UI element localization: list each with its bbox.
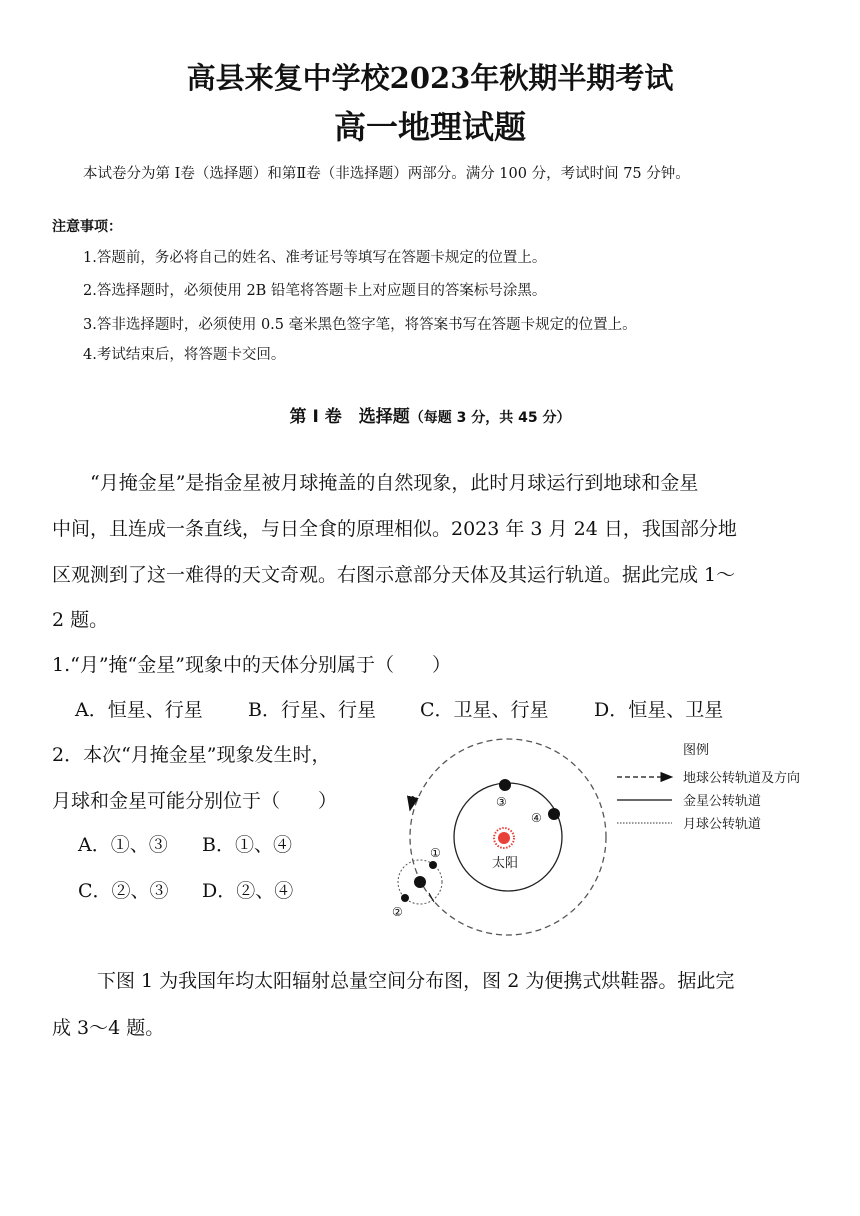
question-2-option-b: B．①、④ xyxy=(202,834,292,856)
marker-4: ④ xyxy=(531,811,542,825)
passage-line: 中间，且连成一条直线，与日全食的原理相似。2023 年 3 月 24 日，我国部分地 xyxy=(52,518,737,540)
question-1-option-d: D．恒星、卫星 xyxy=(594,699,724,721)
marker-3: ③ xyxy=(496,795,507,809)
question-2-option-a: A．①、③ xyxy=(78,834,168,856)
exam-intro: 本试卷分为第 Ⅰ卷（选择题）和第Ⅱ卷（非选择题）两部分。满分 100 分，考试时间 75 分钟。 xyxy=(83,166,690,182)
earth xyxy=(414,876,426,888)
legend-moon-orbit-label: 月球公转轨道 xyxy=(683,817,762,832)
marker-1: ① xyxy=(430,846,441,860)
subject-title: 高一地理试题 xyxy=(333,108,526,146)
marker-2: ② xyxy=(392,905,403,919)
question-1-option-a: A．恒星、行星 xyxy=(75,699,203,721)
legend-title: 图例 xyxy=(683,743,710,758)
notice-item: 3.答非选择题时，必须使用 0.5 毫米黑色签字笔，将答案书写在答题卡规定的位置上。 xyxy=(83,317,637,333)
notice-item: 1.答题前，务必将自己的姓名、准考证号等填写在答题卡规定的位置上。 xyxy=(83,250,547,266)
venus-position-4 xyxy=(548,808,560,820)
passage-line: 区观测到了这一难得的天文奇观。右图示意部分天体及其运行轨道。据此完成 1～ xyxy=(52,564,736,586)
sun-icon xyxy=(494,828,514,848)
section-title xyxy=(0,402,860,427)
notice-item: 4.考试结束后，将答题卡交回。 xyxy=(83,347,286,363)
school-exam-title: 高县来复中学校2023年秋期半期考试 xyxy=(186,61,674,95)
moon-position-1 xyxy=(429,861,437,869)
sun-label: 太阳 xyxy=(492,856,519,871)
legend-venus-orbit-label: 金星公转轨道 xyxy=(683,794,762,809)
section-score-note: （每题 3 分，共 45 分） xyxy=(409,410,571,426)
passage2-line: 成 3～4 题。 xyxy=(52,1017,165,1039)
moon-position-2 xyxy=(401,894,409,902)
notice-heading: 注意事项： xyxy=(52,219,122,235)
question-1-option-c: C．卫星、行星 xyxy=(420,699,549,721)
question-2-option-d: D．②、④ xyxy=(202,880,294,902)
notice-item: 2.答选择题时，必须使用 2B 铅笔将答题卡上对应题目的答案标号涂黑。 xyxy=(83,283,547,299)
section-title-main: 第 Ⅰ 卷 选择题 xyxy=(289,407,410,427)
earth-orbit-direction-arrow xyxy=(410,796,413,810)
question-1-option-b: B．行星、行星 xyxy=(248,699,376,721)
question-2-stem-line1: 2．本次“月掩金星”现象发生时， xyxy=(52,744,331,766)
passage2-line: 下图 1 为我国年均太阳辐射总量空间分布图，图 2 为便携式烘鞋器。据此完 xyxy=(97,970,735,992)
orbit-diagram xyxy=(380,730,830,950)
question-1-stem: 1.“月”掩“金星”现象中的天体分别属于（ ） xyxy=(52,654,451,676)
question-2-option-c: C．②、③ xyxy=(78,880,169,902)
passage-line: 2 题。 xyxy=(52,609,109,631)
question-2-stem-line2: 月球和金星可能分别位于（ ） xyxy=(52,790,338,812)
sight-line-tick xyxy=(429,893,434,902)
venus-position-3 xyxy=(499,779,511,791)
passage-line: “月掩金星”是指金星被月球掩盖的自然现象，此时月球运行到地球和金星 xyxy=(90,472,699,494)
legend-earth-orbit-label: 地球公转轨道及方向 xyxy=(683,771,801,786)
